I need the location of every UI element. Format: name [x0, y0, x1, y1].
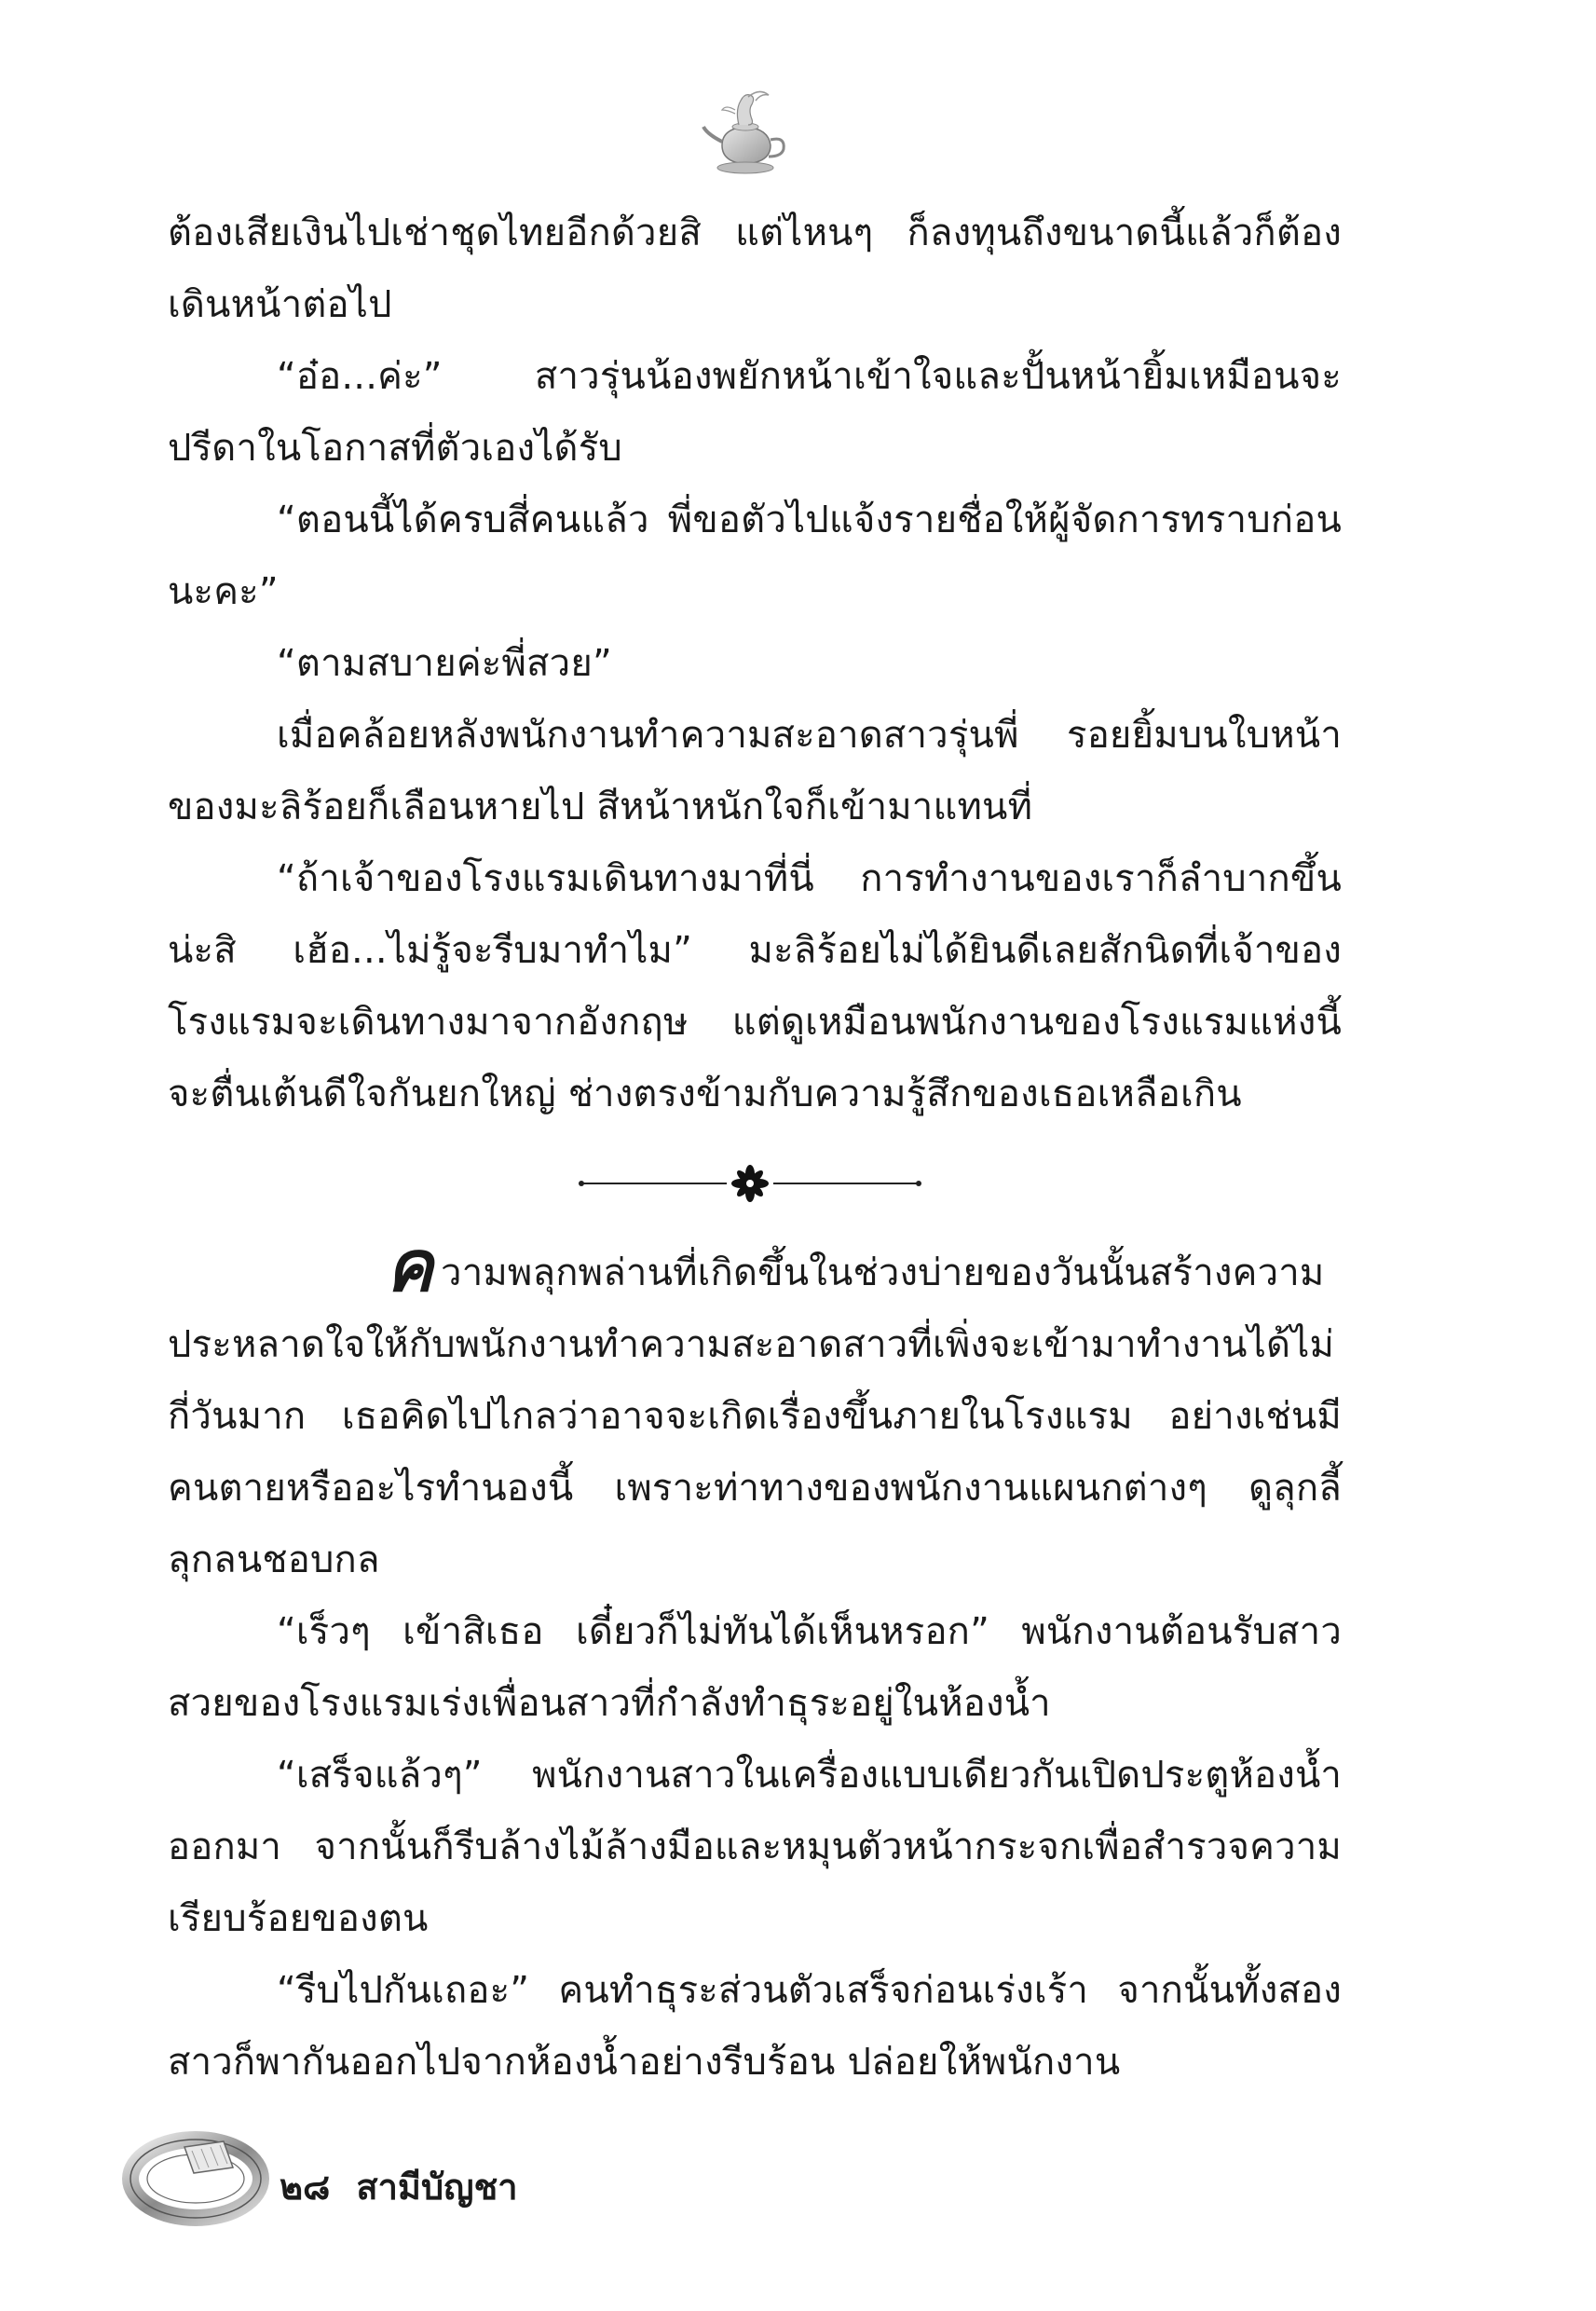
page-folio	[280, 2158, 544, 2215]
paragraph: “ถ้าเจ้าของโรงแรมเดินทางมาที่นี่ การทำงานของเราก็ลำบากขึ้นน่ะสิ เฮ้อ...ไม่รู้จะรีบมาทำไม” มะลิร้อยไม่ได้ยินดีเลยสักนิดที่เจ้าของโรงแรมจะเดินทางมาจากอังกฤษ แต่ดูเหมือนพนักงานของโรงแรมแห่งนี้จะตื่นเต้นดีใจกันยกใหญ่ ช่างตรงข้ามกับความรู้สึกของเธอเหลือเกิน	[168, 857, 1342, 1115]
page-number: ๒๘	[280, 2167, 331, 2208]
paragraph	[168, 1224, 1342, 1596]
paragraph-text: วามพลุกพล่านที่เกิดขึ้นในช่วงบ่ายของวันนั้นสร้างความประหลาดใจให้กับพนักงานทำความสะอาดสาวที่เพิ่งจะเข้ามาทำงานได้ไม่กี่วันมาก เธอคิดไปไกลว่าอาจจะเกิดเรื่องขึ้นภายในโรงแรม อย่างเช่นมีคนตายหรืออะไรทำนองนี้ เพราะท่าทางของพนักงานแผนกต่างๆ ดูลุกลี้ลุกลนชอบกล	[168, 1251, 1342, 1581]
teapot-woman-ornament-icon	[694, 82, 797, 185]
paragraph: “เสร็จแล้วๆ” พนักงานสาวในเครื่องแบบเดียวกันเปิดประตูห้องน้ำออกมา จากนั้นก็รีบล้างไม้ล้างมือและหมุนตัวหน้ากระจกเพื่อสำรวจความเรียบร้อยของตน	[168, 1754, 1342, 1940]
paragraph: “รีบไปกันเถอะ” คนทำธุระส่วนตัวเสร็จก่อนเร่งเร้า จากนั้นทั้งสองสาวก็พากันออกไปจากห้องน้ำอย่างรีบร้อน ปล่อยให้พนักงาน	[168, 1969, 1342, 2084]
paragraph: ต้องเสียเงินไปเช่าชุดไทยอีกด้วยสิ แต่ไหนๆ ก็ลงทุนถึงขนาดนี้แล้วก็ต้องเดินหน้าต่อไป	[168, 212, 1342, 326]
text-section-1	[168, 198, 1342, 1130]
paragraph: เมื่อคล้อยหลังพนักงานทำความสะอาดสาวรุ่นพี่ รอยยิ้มบนใบหน้าของมะลิร้อยก็เลือนหายไป สีหน้าหนักใจก็เข้ามาแทนที่	[168, 714, 1342, 828]
text-section-2	[168, 1224, 1342, 2099]
book-title: สามีบัญชา	[356, 2167, 518, 2208]
page-footer	[121, 2113, 680, 2235]
paragraph: “อ๋อ...ค่ะ” สาวรุ่นน้องพยักหน้าเข้าใจและปั้นหน้ายิ้มเหมือนจะปรีดาในโอกาสที่ตัวเองได้รับ	[168, 355, 1342, 470]
flower-divider-icon	[578, 1163, 922, 1204]
ring-icon	[121, 2113, 275, 2235]
paragraph: “เร็วๆ เข้าสิเธอ เดี๋ยวก็ไม่ทันได้เห็นหรอก” พนักงานต้อนรับสาวสวยของโรงแรมเร่งเพื่อนสาวที่กำลังทำธุระอยู่ในห้องน้ำ	[168, 1610, 1342, 1725]
paragraph: “ตามสบายค่ะพี่สวย”	[277, 642, 612, 685]
paragraph: “ตอนนี้ได้ครบสี่คนแล้ว พี่ขอตัวไปแจ้งรายชื่อให้ผู้จัดการทราบก่อนนะคะ”	[168, 499, 1342, 613]
drop-cap: ค	[386, 1224, 434, 1307]
